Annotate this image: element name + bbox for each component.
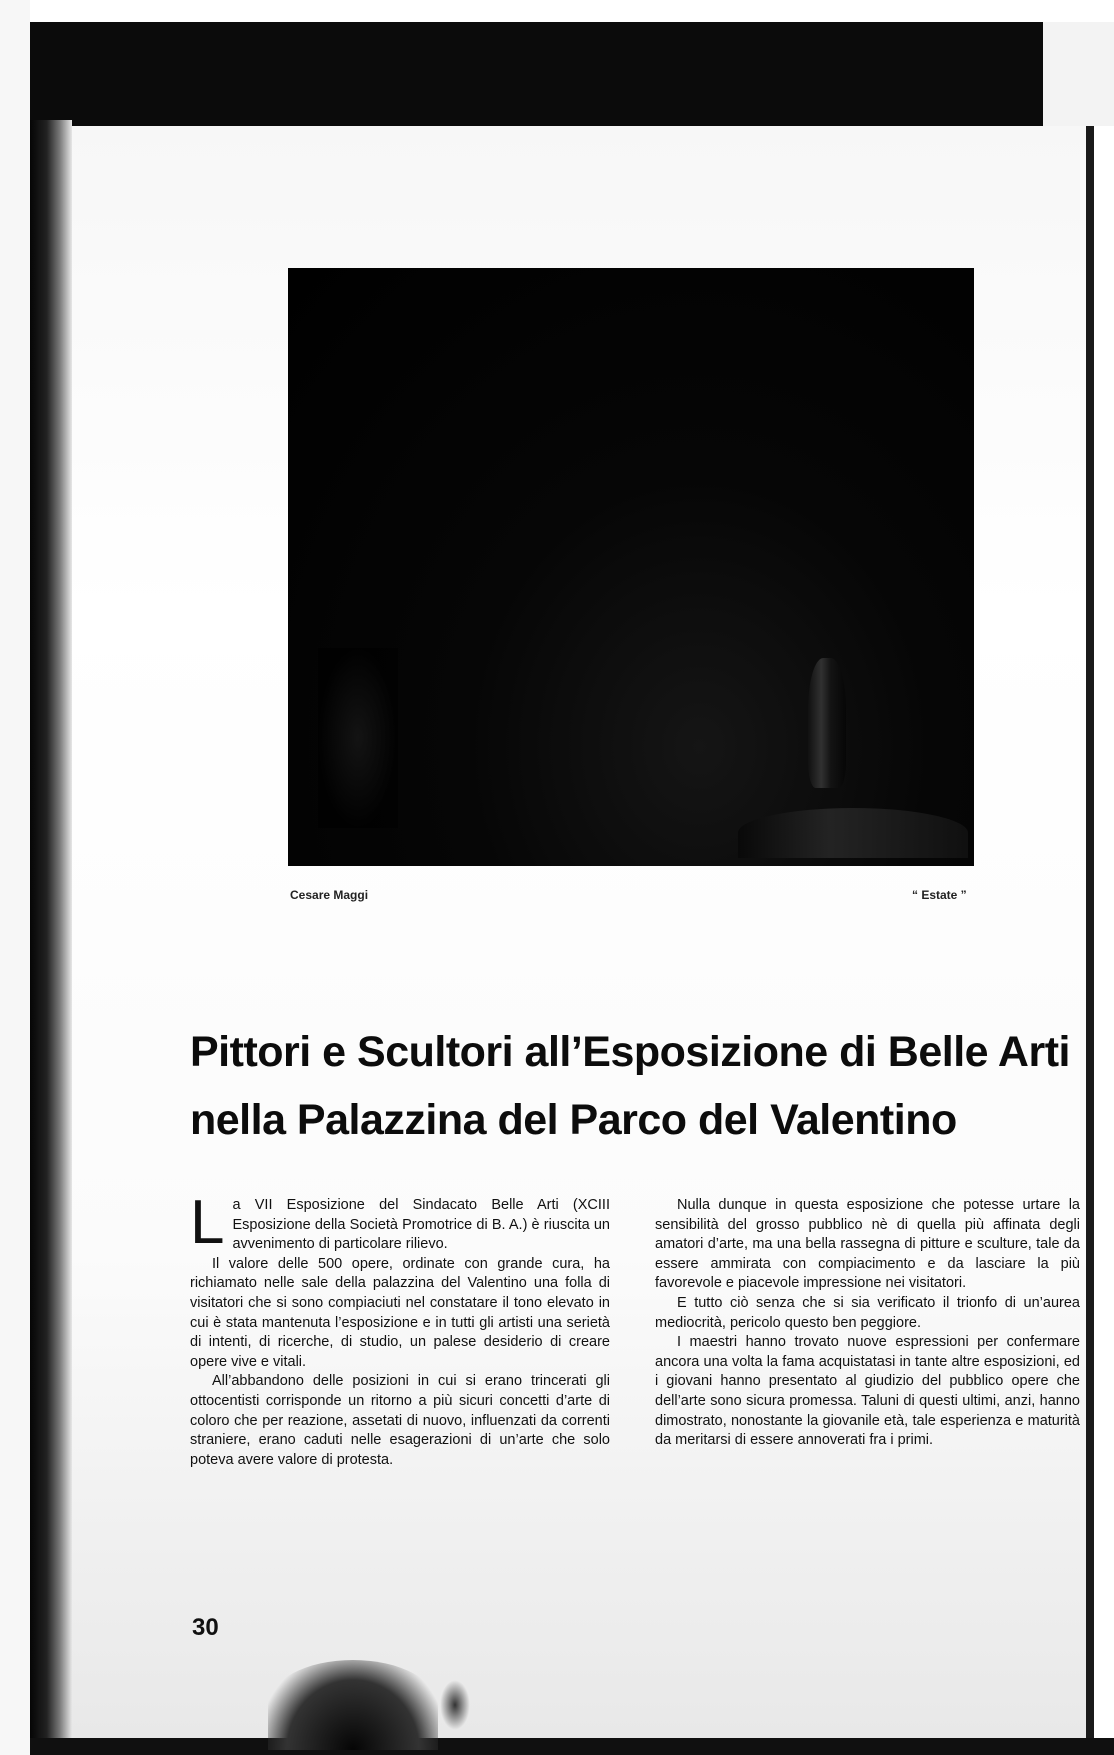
article-column-left (190, 1188, 610, 1470)
paragraph: I maestri hanno trovato nuove espressioni per confermare ancora una volta la fama acquistatasi in tante altre esposizioni, ed i giovani hanno presentato al giudizio del pubblico opere che dell’arte sono sicura promessa. Taluni di questi ultimi, anzi, hanno dimostrato, nonostante la giovanile età, tale esperienza e maturità da meritarsi di essere annoverati fra i primi. (655, 1334, 1080, 1449)
caption-artist: Cesare Maggi (290, 888, 369, 902)
paragraph-text: a VII Esposizione del Sindacato Belle Arti (XCIII Esposizione della Società Promotrice di B. A.) è riuscita un avvenimento di particolare rilievo. (232, 1197, 610, 1253)
headline-line-2: nella Palazzina del Parco del Valentino (190, 1096, 957, 1144)
scan-shadow-bottom (30, 1738, 1114, 1755)
paragraph: Il valore delle 500 opere, ordinate con grande cura, ha richiamato nelle sale della palazzina del Valentino una folla di visitatori che si sono compiaciuti nel constatare il tono elevato in cui è stata mantenuta l’esposizione e in tutti gli artisti una serietà di intenti, di ricerche, di studio, un palese desiderio di creare opere vive e vitali. (190, 1255, 610, 1370)
paragraph: All’abbandono delle posizioni in cui si erano trincerati gli ottocentisti corrisponde un ritorno a più sicuri concetti d’arte di coloro che per reazione, assetati di nuovo, influenzati da correnti straniere, erano caduti nelle esagerazioni di un’arte che solo poteva avere valore di protesta. (190, 1373, 610, 1468)
paragraph: E tutto ciò senza che si sia verificato il trionfo di un’aurea mediocrità, pericolo questo ben peggiore. (655, 1294, 1080, 1331)
bottom-ink-mark (440, 1680, 470, 1730)
bottom-ink-blot (268, 1660, 438, 1750)
article-column-right (655, 1196, 1080, 1451)
article-headline (190, 1018, 1080, 1154)
book-binding-shadow (30, 120, 72, 1740)
caption-title: “ Estate ” (912, 888, 967, 902)
painting-drapery (738, 808, 968, 858)
paragraph: Nulla dunque in questa esposizione che potesse urtare la sensibilità del grosso pubblico nè di quella più affinata degli amatori d’arte, ma una bella rassegna di pitture e sculture, tale da essere ammirata con compiacimento e da lasciare la più favorevole e piacevole impressione nei visitatori. (655, 1197, 1080, 1292)
painting-vase (808, 658, 846, 788)
scan-shadow-top (30, 22, 1044, 134)
scan-margin-top-right (1043, 22, 1114, 126)
painting-shadow-area (318, 648, 398, 828)
headline-line-1: Pittori e Scultori all’Esposizione di Belle Arti (190, 1028, 1070, 1076)
page-number: 30 (192, 1614, 219, 1641)
drop-cap: L (190, 1188, 225, 1257)
scan-margin-left (0, 0, 30, 1755)
page-edge-right (1086, 126, 1094, 1740)
painting-reproduction (288, 268, 974, 866)
paragraph (190, 1188, 610, 1257)
